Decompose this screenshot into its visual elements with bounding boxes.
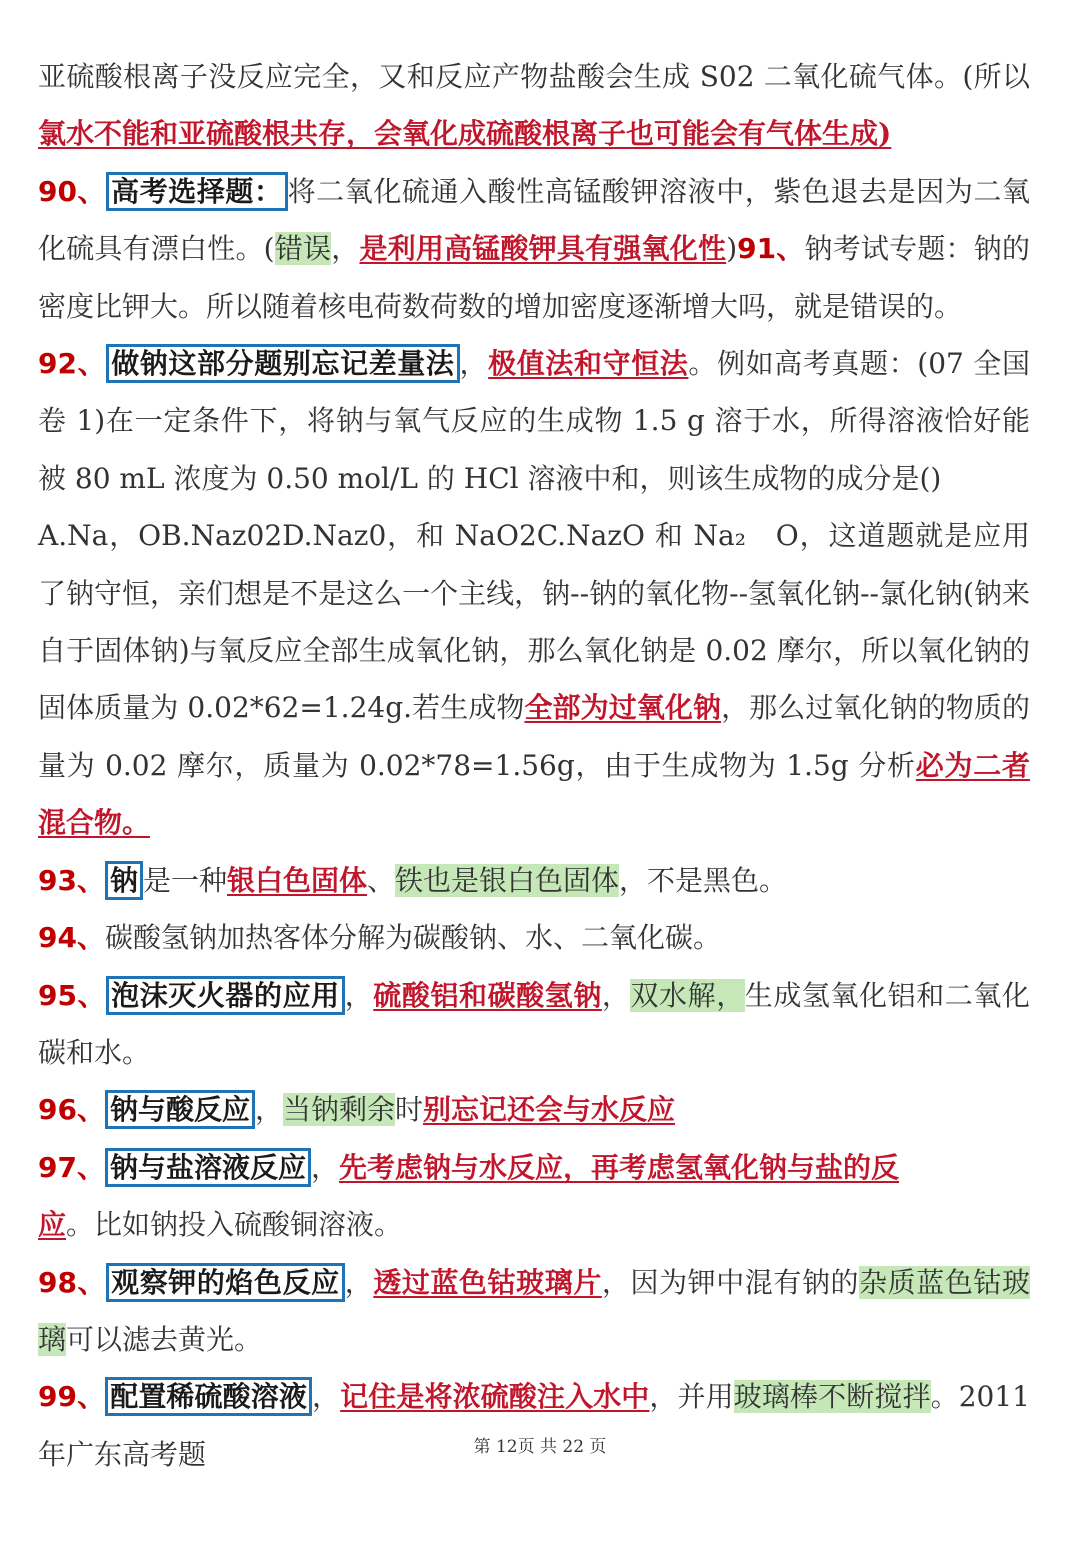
text-run: ，那么过氧化钠的物质的量为 0.02 摩尔，质量为 0.02*78=1.56g，由于生成物为 1.5g 分析 (38, 691, 1030, 782)
underlined-key-point: 应 (38, 1208, 67, 1242)
underlined-key-point: 透过蓝色钴玻璃片 (373, 1265, 602, 1299)
underlined-key-point: 必为二者混合物。 (38, 748, 1030, 840)
underlined-key-point: 先考虑钠与水反应，再考虑氢氧化钠与盐的反 (339, 1150, 900, 1184)
boxed-keyword: 泡沫灭火器的应用 (106, 976, 345, 1015)
text-run: 时 (395, 1093, 424, 1127)
text-run: ) (726, 232, 738, 266)
boxed-keyword: 观察钾的焰色反应 (106, 1263, 345, 1302)
highlighted-phrase: 双水解， (630, 978, 745, 1012)
text-run: ， (331, 232, 360, 266)
item-number: 94、 (38, 921, 105, 955)
paragraph (38, 335, 1030, 507)
boxed-keyword: 钠与盐溶液反应 (105, 1148, 311, 1187)
boxed-keyword: 配置稀硫酸溶液 (105, 1377, 312, 1416)
underlined-key-point: 记住是将浓硫酸注入水中 (340, 1380, 650, 1414)
underlined-key-point: 是利用高锰酸钾具有强氧化性 (359, 232, 727, 266)
paragraph (38, 1368, 1030, 1483)
text-run: ， (344, 978, 374, 1012)
boxed-keyword: 高考选择题： (106, 172, 287, 211)
item-number: 98、 (38, 1265, 107, 1299)
underlined-key-point: 极值法和守恒法 (488, 347, 689, 381)
highlighted-phrase: 错误 (274, 232, 332, 266)
text-run: ，并用 (649, 1380, 734, 1414)
item-number: 99、 (38, 1380, 106, 1414)
underlined-key-point: 氯水不能和亚硫酸根共存，会氧化成硫酸根离子也可能会有气体生成) (38, 117, 892, 151)
item-number: 92、 (38, 347, 107, 381)
document-body (38, 48, 1030, 1483)
text-run: ， (254, 1093, 283, 1127)
boxed-keyword: 钠 (105, 861, 143, 900)
paragraph (38, 909, 1030, 966)
paragraph (38, 48, 1030, 163)
underlined-key-point: 硫酸铝和碳酸氢钠 (373, 978, 602, 1012)
text-run: ，不是黑色。 (619, 863, 788, 897)
text-run: 、 (367, 863, 396, 897)
item-number: 95、 (38, 978, 107, 1012)
underlined-key-point: 银白色固体 (227, 863, 368, 897)
text-run: 生成氢氧化铝和二氧化碳和水。 (38, 978, 1030, 1069)
boxed-keyword: 钠与酸反应 (105, 1090, 255, 1129)
text-run: 碳酸氢钠加热客体分解为碳酸钠、水、二氧化碳。 (104, 921, 721, 955)
text-run: ，因为钾中混有钠的 (601, 1265, 860, 1299)
text-run: ， (601, 978, 631, 1012)
text-run: 是一种 (142, 863, 227, 897)
underlined-key-point: 全部为过氧化钠 (524, 691, 722, 725)
text-run: ， (459, 347, 489, 381)
item-number: 96、 (38, 1093, 105, 1127)
highlighted-phrase: 杂质蓝色钴玻璃 (38, 1265, 1030, 1356)
item-number: 90、 (38, 174, 107, 208)
text-run: ， (344, 1265, 374, 1299)
item-number: 93、 (38, 863, 105, 897)
text-run: 。2011 年广东高考题 (38, 1380, 1030, 1471)
text-run: ， (310, 1150, 339, 1184)
highlighted-phrase: 玻璃棒不断搅拌 (733, 1380, 931, 1414)
item-number: 91、 (737, 232, 805, 266)
paragraph (38, 507, 1030, 851)
text-run: 钠考试专题：钠的密度比钾大。所以随着核电荷数荷数的增加密度逐渐增大吗，就是错误的。 (38, 232, 1030, 323)
text-run: 亚硫酸根离子没反应完全，又和反应产物盐酸会生成 S02 二氧化硫气体。(所以 (38, 60, 1030, 93)
paragraph (38, 163, 1030, 335)
paragraph (38, 967, 1030, 1082)
text-run: ， (312, 1380, 341, 1414)
paragraph (38, 1254, 1030, 1369)
paragraph (38, 1139, 1030, 1254)
text-run: 可以滤去黄光。 (66, 1322, 263, 1356)
paragraph (38, 852, 1030, 909)
text-run: 。例如高考真题：(07 全国卷 1)在一定条件下，将钠与氧气反应的生成物 1.5 g 溶于水，所得溶液恰好能被 80 mL 浓度为 0.50 mol/L 的 HCl 溶液中和，则该生成物的成分是() (38, 347, 1030, 495)
text-run: A.Na，OB.Naz02D.Naz0，和 NaO2C.NazO 和 Na₂ O，这道题就是应用了钠守恒，亲们想是不是这么一个主线，钠--钠的氧化物--氢氧化钠--氯化钠(钠来自于固体钠)与氧反应全部生成氧化钠，那么氧化钠是 0.02 摩尔，所以氧化钠的固体质量为 0.02*62=1.24g.若生成物 (38, 519, 1030, 725)
page-footer: 第 12页 共 22 页 (473, 1437, 607, 1457)
paragraph (38, 1081, 1030, 1138)
highlighted-phrase: 当钠剩余 (283, 1093, 396, 1127)
item-number: 97、 (38, 1150, 105, 1184)
underlined-key-point: 别忘记还会与水反应 (423, 1093, 676, 1127)
text-run: 。比如钠投入硫酸铜溶液。 (66, 1208, 403, 1242)
text-run: 将二氧化硫通入酸性高锰酸钾溶液中，紫色退去是因为二氧化硫具有漂白性。( (38, 174, 1030, 266)
boxed-keyword: 做钠这部分题别忘记差量法 (106, 344, 459, 383)
highlighted-phrase: 铁也是银白色固体 (395, 863, 620, 897)
